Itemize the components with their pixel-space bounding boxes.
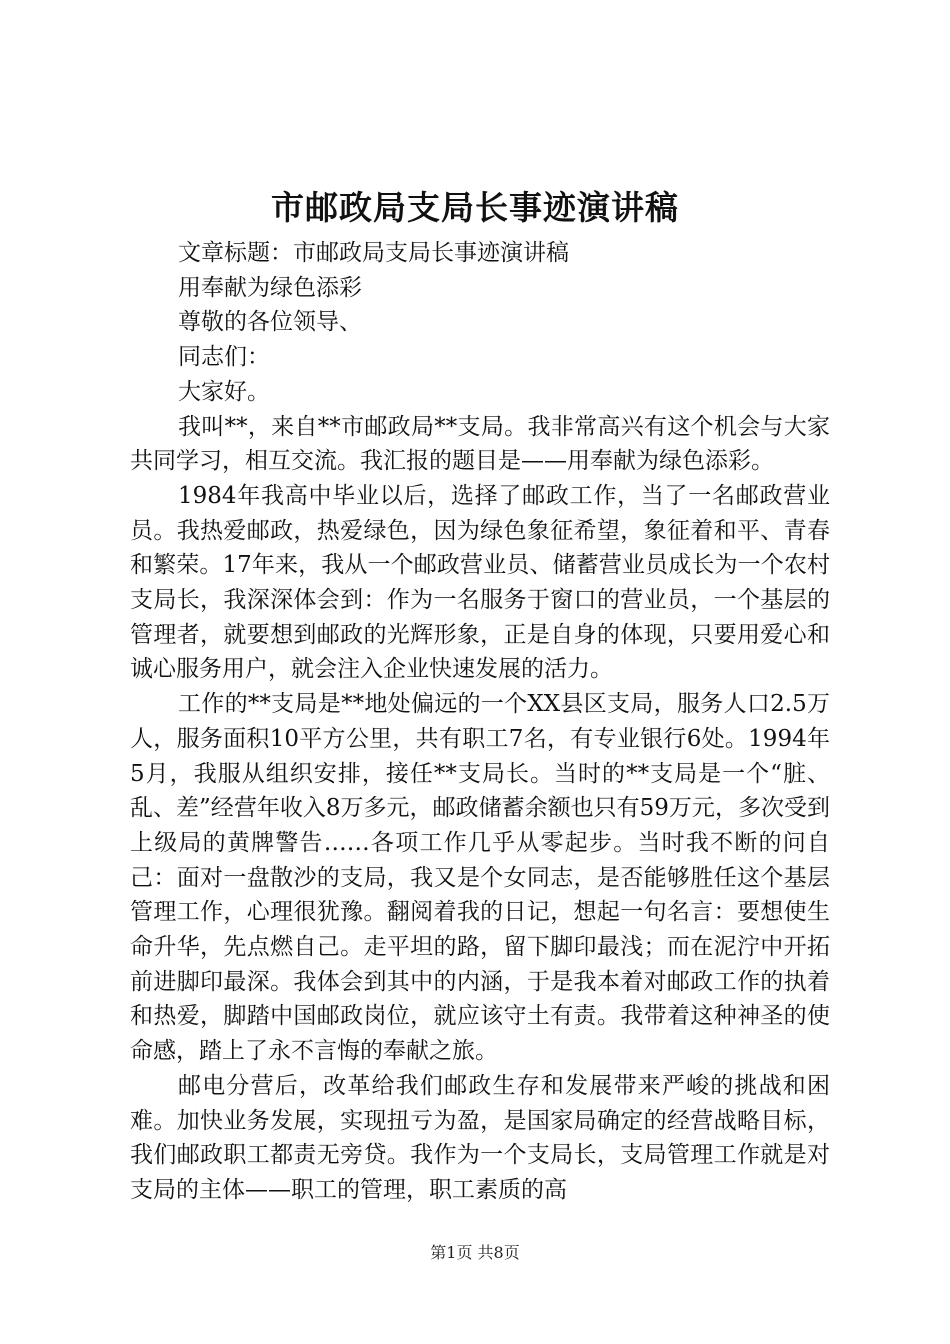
document-body bbox=[130, 236, 830, 1208]
salutation-line: 尊敬的各位领导、 bbox=[178, 309, 362, 336]
greeting-line: 大家好。 bbox=[178, 378, 270, 405]
paragraph-career: 1984年我高中毕业以后，选择了邮政工作，当了一名邮政营业员。我热爱邮政，热爱绿色，因为绿色象征希望，象征着和平、青春和繁荣。17年来，我从一个邮政营业员、储蓄营业员成长为一个农村支局长，我深深体会到：作为一名服务于窗口的营业员，一个基层的管理者，就要想到邮政的光辉形象，正是自身的体现，只要用爱心和诚心服务用户，就会注入企业快速发展的活力。 bbox=[130, 482, 830, 683]
salutation-line-2: 同志们： bbox=[178, 344, 270, 371]
paragraph-intro: 我叫**，来自**市邮政局**支局。我非常高兴有这个机会与大家共同学习，相互交流。我汇报的题目是——用奉献为绿色添彩。 bbox=[130, 413, 830, 475]
speech-subtitle-line: 用奉献为绿色添彩 bbox=[178, 274, 362, 301]
document-title: 市邮政局支局长事迹演讲稿 bbox=[271, 188, 679, 227]
paragraph-branch: 工作的**支局是**地处偏远的一个XX县区支局，服务人口2.5万人，服务面积10平方公里，共有职工7名，有专业银行6处。1994年5月，我服从组织安排，接任**支局长。当时的**支局是一个“脏、乱、差”经营年收入8万多元，邮政储蓄余额也只有59万元，多次受到上级局的黄牌警告……各项工作几乎从零起步。当时我不断的问自己：面对一盘散沙的支局，我又是个女同志，是否能够胜任这个基层管理工作，心理很犹豫。翻阅着我的日记，想起一句名言：要想使生命升华，先点燃自己。走平坦的路，留下脚印最浅；而在泥泞中开拓前进脚印最深。我体会到其中的内涵，于是我本着对邮政工作的执着和热爱，脚踏中国邮政岗位，就应该守土有责。我带着这种神圣的使命感，踏上了永不言悔的奉献之旅。 bbox=[130, 691, 830, 1065]
article-title-line: 文章标题：市邮政局支局长事迹演讲稿 bbox=[178, 240, 569, 266]
page-footer: 第1页 共8页 bbox=[430, 1243, 520, 1262]
paragraph-reform: 邮电分营后，改革给我们邮政生存和发展带来严峻的挑战和困难。加快业务发展，实现扭亏为盈，是国家局确定的经营战略目标，我们邮政职工都责无旁贷。我作为一个支局长，支局管理工作就是对支局的主体——职工的管理，职工素质的高 bbox=[130, 1072, 830, 1203]
